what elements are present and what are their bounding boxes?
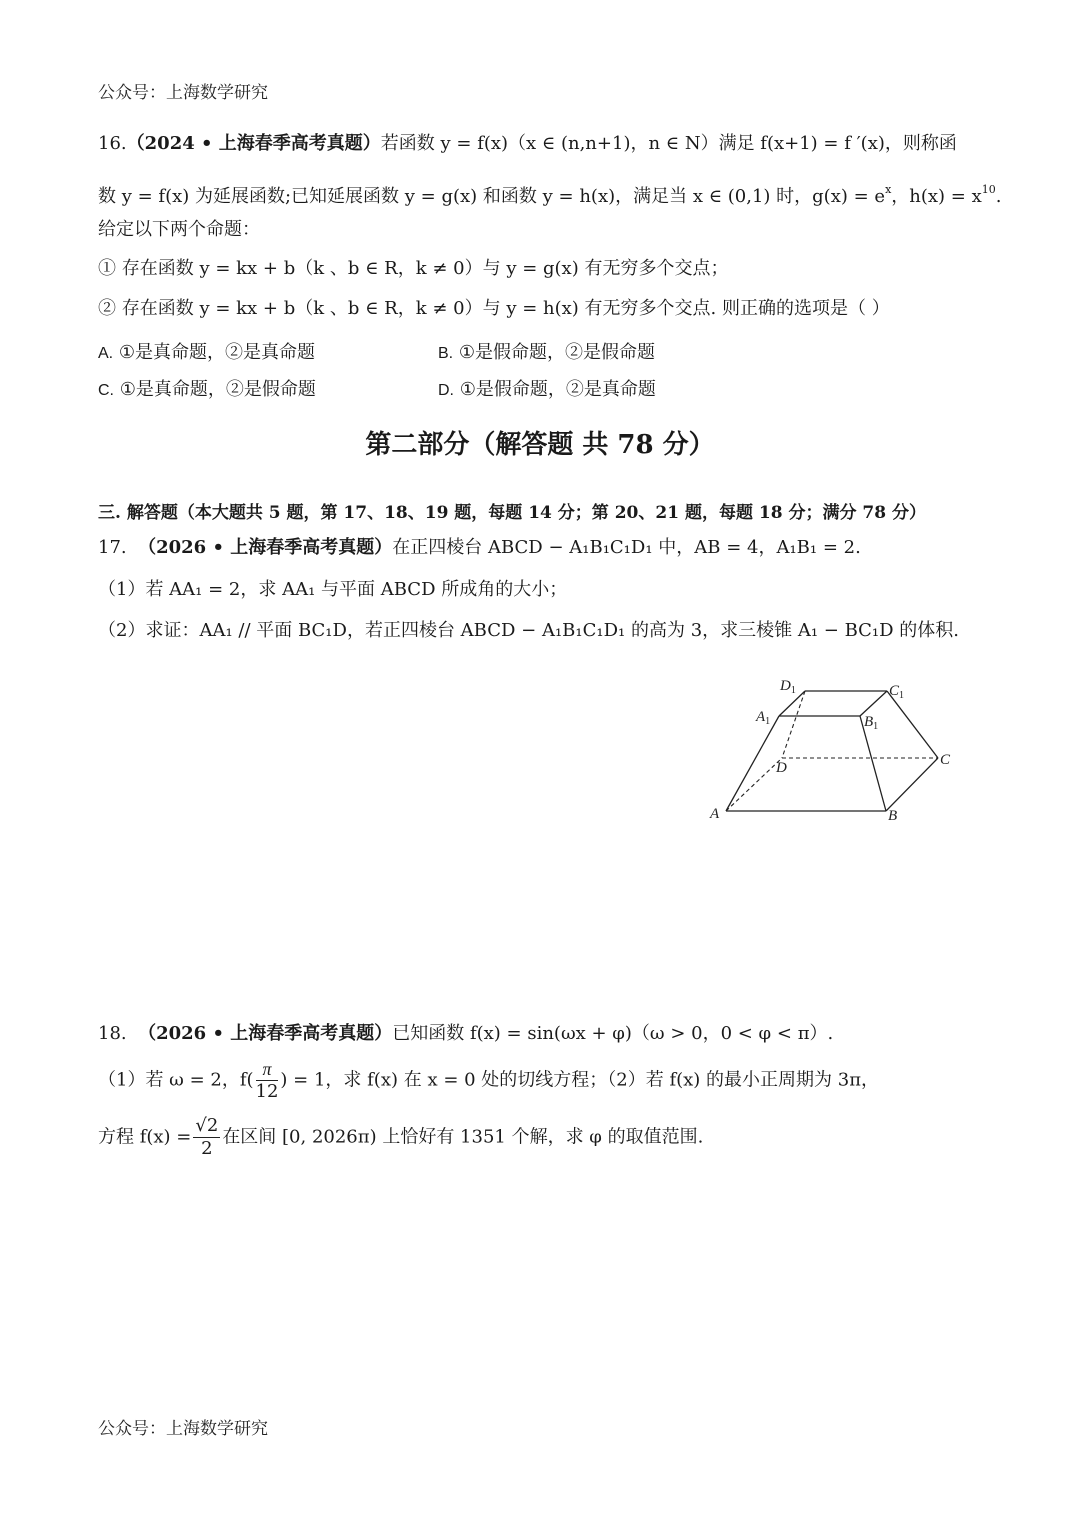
q17-number: 17. <box>98 537 127 558</box>
option-text: ①是假命题，②是真命题 <box>459 379 656 400</box>
label-a: A <box>710 806 720 822</box>
q17-stem-text: 在正四棱台 ABCD − A₁B₁C₁D₁ 中，AB = 4，A₁B₁ = 2. <box>392 537 861 558</box>
q18-stem <box>98 1021 833 1047</box>
q16-source: （2024 • 上海春季高考真题） <box>126 133 381 154</box>
label-d: D <box>776 760 787 776</box>
fraction-denominator: 12 <box>255 1081 279 1102</box>
page-header: 公众号：上海数学研究 <box>98 83 268 103</box>
q16-option-b <box>438 338 655 364</box>
edge-a1a <box>726 716 779 811</box>
edge-ad-hidden <box>726 758 782 811</box>
q18-number: 18. <box>98 1023 127 1044</box>
sqrt2-over-2-fraction <box>193 1115 220 1160</box>
q16-prop2: ② 存在函数 y = kx + b（k 、b ∈ R，k ≠ 0）与 y = h(x) 有无穷多个交点. 则正确的选项是（ ） <box>98 298 890 319</box>
q16-sup-x: x <box>885 183 892 196</box>
q16-line2-text: 数 y = f(x) 为延展函数;已知延展函数 y = g(x) 和函数 y = h(x)，满足当 x ∈ (0,1) 时，g(x) = e <box>98 186 886 207</box>
q18-part1 <box>98 1058 879 1103</box>
q17-part1: （1）若 AA₁ = 2，求 AA₁ 与平面 ABCD 所成角的大小； <box>98 579 568 600</box>
q16-sup-10: 10 <box>981 183 996 196</box>
option-label: D. <box>438 382 454 399</box>
edge-d1d-hidden <box>782 691 805 758</box>
q18-part1-b: ) = 1，求 f(x) 在 x = 0 处的切线方程；（2）若 f(x) 的最小正周期为 3π， <box>280 1069 880 1091</box>
q16-line1-text: 若函数 y = f(x)（x ∈ (n,n+1)，n ∈ N）满足 f(x+1) = f ′(x)，则称函 <box>380 133 957 154</box>
q18-part2-a: 方程 f(x) = <box>98 1126 192 1148</box>
q16-number: 16. <box>98 133 127 154</box>
option-text: ①是真命题，②是假命题 <box>119 379 316 400</box>
fraction-numerator: √2 <box>195 1115 219 1136</box>
pi-over-12-fraction <box>256 1058 279 1103</box>
edge-c1c <box>887 691 938 758</box>
label-b1: $B_1$ <box>864 714 879 732</box>
label-b: B <box>888 808 898 824</box>
q16-prop1: ① 存在函数 y = kx + b（k 、b ∈ R，k ≠ 0）与 y = g(x) 有无穷多个交点； <box>98 258 729 279</box>
option-text: ①是假命题，②是假命题 <box>458 342 655 363</box>
frustum-figure <box>700 672 960 832</box>
q16-option-a <box>98 338 315 364</box>
edge-b1c1 <box>860 691 887 716</box>
q17-part2: （2）求证：AA₁ // 平面 BC₁D，若正四棱台 ABCD − A₁B₁C₁D₁ 的高为 3，求三棱锥 A₁ − BC₁D 的体积. <box>98 620 960 641</box>
fraction-denominator: 2 <box>201 1138 213 1159</box>
q18-part2 <box>98 1115 703 1160</box>
option-label: A. <box>98 345 114 362</box>
q16-option-d <box>438 375 656 401</box>
q18-stem-text: 已知函数 f(x) = sin(ωx + φ)（ω > 0，0 < φ < π）. <box>392 1023 834 1044</box>
q16-line1 <box>98 131 957 157</box>
label-c: C <box>940 752 951 768</box>
page-footer: 公众号：上海数学研究 <box>98 1419 268 1439</box>
q16-line2 <box>98 177 1001 210</box>
edge-bc <box>886 758 938 811</box>
option-label: C. <box>98 382 114 399</box>
label-d1: $D_1$ <box>780 678 796 696</box>
q16-option-c <box>98 375 316 401</box>
part2-title: 第二部分（解答题 共 78 分） <box>365 430 715 460</box>
q16-line3: 给定以下两个命题： <box>98 219 260 240</box>
q17-source: （2026 • 上海春季高考真题） <box>138 537 393 558</box>
option-text: ①是真命题，②是真命题 <box>118 342 315 363</box>
section3-heading: 三. 解答题（本大题共 5 题，第 17、18、19 题，每题 14 分；第 20、21 题，每题 18 分；满分 78 分） <box>98 503 926 523</box>
q16-line2-end: . <box>995 186 1002 207</box>
q18-part1-a: （1）若 ω = 2，f( <box>98 1069 254 1091</box>
fraction-numerator: π <box>256 1058 279 1081</box>
label-a1: $A_1$ <box>756 709 771 727</box>
label-c1: $C_1$ <box>889 683 905 701</box>
q18-source: （2026 • 上海春季高考真题） <box>138 1023 393 1044</box>
option-label: B. <box>438 345 454 362</box>
q18-part2-b: 在区间 [0, 2026π) 上恰好有 1351 个解，求 φ 的取值范围. <box>222 1126 704 1148</box>
q17-stem <box>98 535 861 561</box>
q16-line2-b: ，h(x) = x <box>891 186 982 207</box>
